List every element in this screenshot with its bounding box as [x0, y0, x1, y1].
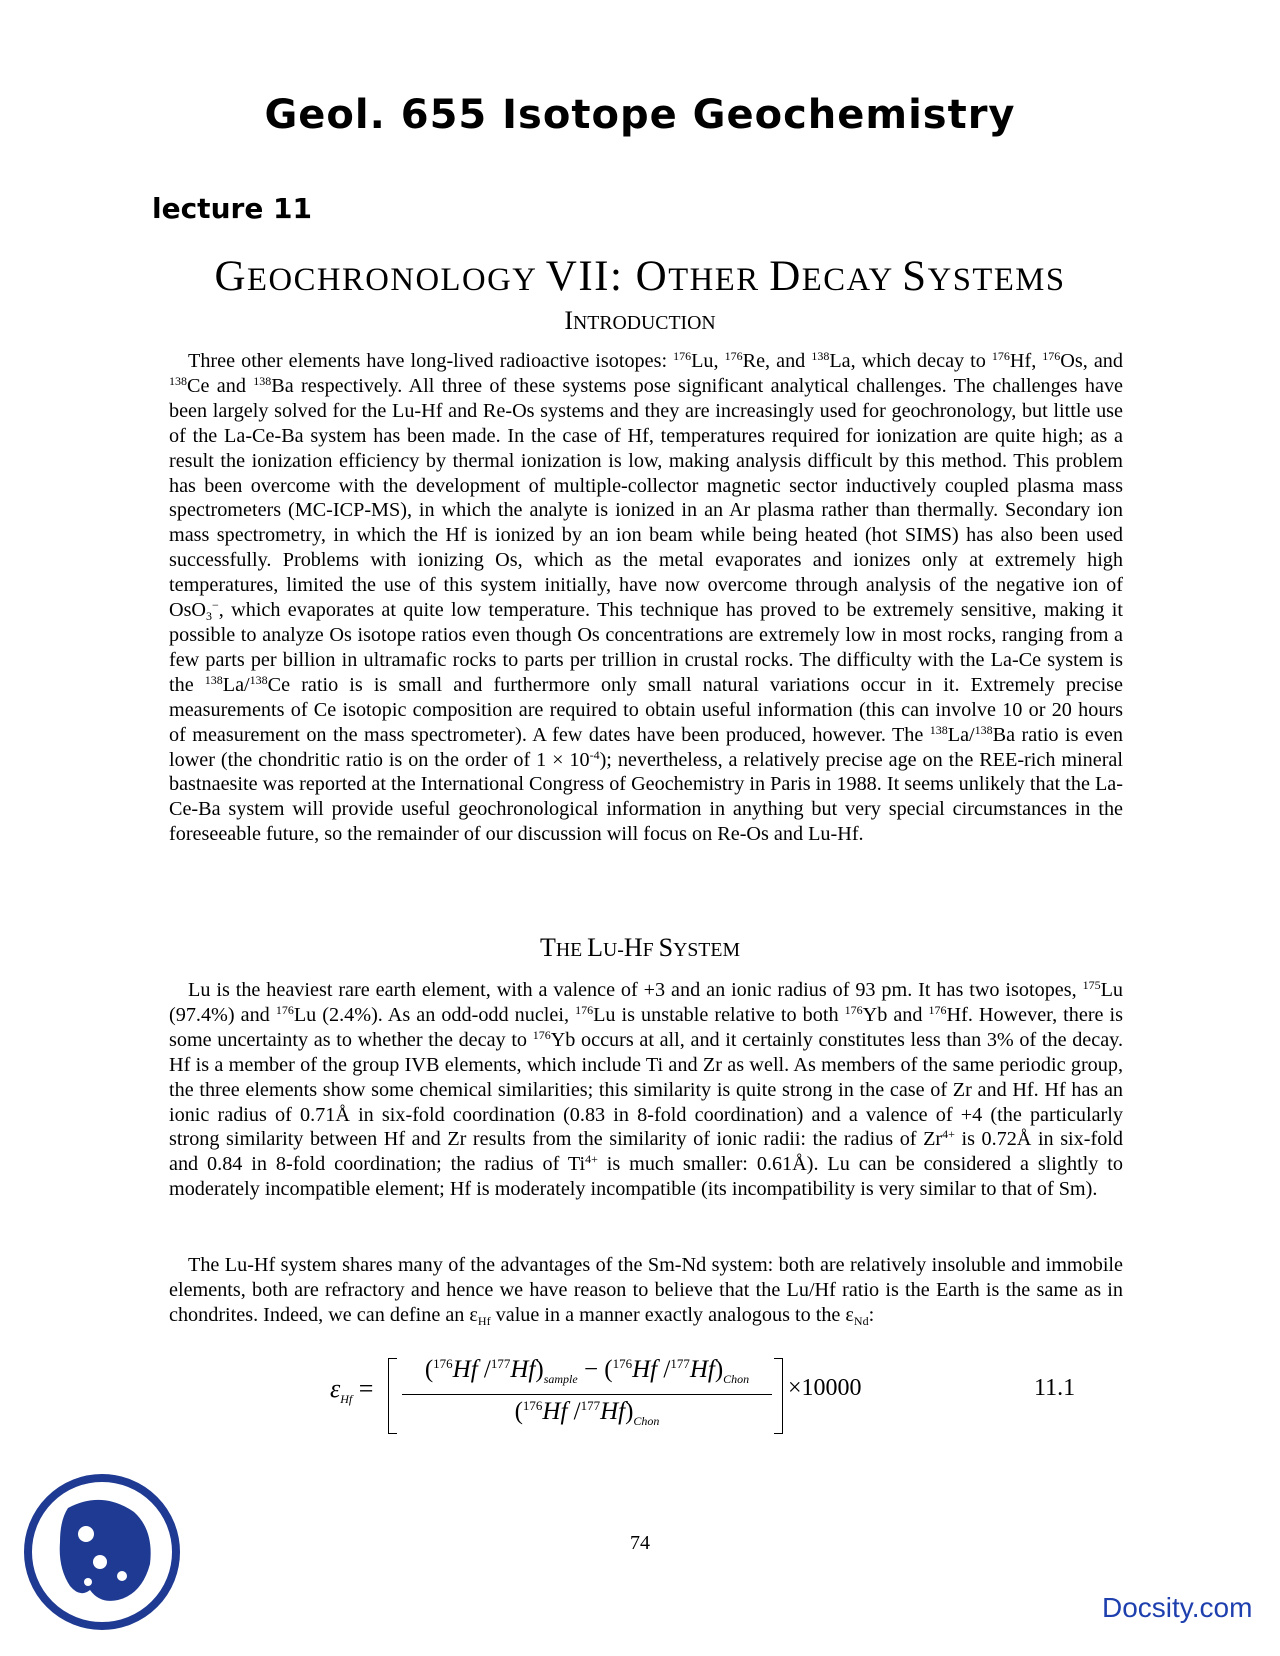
text-run: La/ — [947, 723, 975, 746]
equation-numerator: ($^{176}$Hf $/^{177}Hf)_{sample} - (^{176}Hf$ $/^{177}Hf)_{Chon}$ — [424, 1356, 750, 1386]
text-run: The Lu-Hf system shares many of the advantages of the Sm-Nd system: both are relatively insoluble and immobile elements, both are refractory and hence we have reason to believe that the Lu/Hf ratio is the Earth is the same as in chondrites. Indeed, we can define an ε — [169, 1254, 1123, 1326]
intro-paragraph — [169, 349, 1123, 847]
text-run: Lu is unstable relative to both — [593, 1003, 845, 1026]
text-run: 176 — [724, 349, 743, 363]
text-run: − — [212, 598, 219, 613]
text-run: Ce ratio is is small and furthermore only small natural variations occur in it. Extremely precise measurements of Ce isotopic composition are required to obtain useful information (this can involve 10 or 20 hours of measurement on the mass spectrometer). A few dates have been produced, however. The — [169, 673, 1123, 746]
text-run: 138 — [169, 373, 187, 388]
text-run: La/ — [222, 673, 250, 696]
fraction-bar — [402, 1394, 772, 1395]
course-title: Geol. 655 Isotope Geochemistry — [264, 92, 1016, 138]
section-heading-lu-hf: THE LU-HF SYSTEM — [540, 933, 740, 962]
text-run: Yb occurs at all, and it certainly constitutes less than 3% of the decay. Hf is a member of the group IVB elements, which include Ti and Zr as well. As members of the same periodic group, the three elements show some chemical similarities; this similarity is quite strong in the case of Zr and Hf. Hf has an ionic radius of 0.71Å in six-fold coordination (0.83 in 8-fold coordination) and a valence of +4 (the particularly strong similarity between Hf and Zr results from the similarity of ionic radii: the radius of Zr — [169, 1028, 1123, 1151]
lu-hf-advantages-paragraph — [169, 1253, 1123, 1328]
text-run: Hf. However, there is some uncertainty as to whether the decay to — [169, 1003, 1124, 1051]
text-run: , which evaporates at quite low temperature. This technique has proved to be extremely sensitive, making it possible to analyze Os isotope ratios even though Os concentrations are extremely low in most rocks, ranging from a few parts per billion in ultramafic rocks to parts per trillion in crustal rocks. The difficulty with the La-Ce system is the — [169, 599, 1123, 696]
text-run: 4+ — [942, 1127, 955, 1142]
text-run: 176 — [275, 1002, 294, 1017]
text-run: -4 — [589, 747, 600, 762]
lu-hf-paragraph — [169, 978, 1123, 1202]
text-run: 176 — [532, 1027, 551, 1042]
text-run: value in a manner exactly analogous to the ε — [490, 1303, 854, 1326]
text-run: : — [868, 1303, 875, 1326]
equation-denominator: ($^{176}$Hf $/^{177}Hf)_{Chon}$ — [514, 1398, 660, 1428]
text-run: 176 — [991, 349, 1010, 363]
text-run: 176 — [928, 1002, 947, 1017]
text-run: ); nevertheless, a relatively precise age on the REE-rich mineral bastnaesite was reported at the International Congress of Geochemistry in Paris in 1988. It seems unlikely that the La-Ce-Ba system will provide useful geochronological information in anything but very special circumstances in the foreseeable future, so the remainder of our discussion will focus on Re-Os and Lu-Hf. — [169, 748, 1124, 846]
equation-epsilon-hf — [330, 1352, 1100, 1438]
text-run: 175 — [1082, 978, 1101, 992]
text-run: 138 — [249, 672, 268, 687]
text-run: La, which decay to — [829, 350, 992, 372]
right-bracket — [774, 1358, 783, 1434]
text-run: 3 — [206, 609, 213, 624]
text-run: Yb and — [862, 1003, 929, 1026]
docsity-logo-icon[interactable] — [22, 1472, 182, 1632]
docsity-brand-link[interactable]: Docsity.com — [1102, 1592, 1253, 1623]
text-run: 176 — [673, 349, 692, 363]
text-run: Lu, — [691, 350, 725, 372]
text-run: 138 — [204, 672, 223, 687]
text-run: Re, and — [742, 350, 812, 372]
text-run: 4+ — [585, 1152, 598, 1167]
text-run: Three other elements have long-lived radioactive isotopes: — [188, 350, 674, 372]
text-run: Ba respectively. All three of these systems pose significant analytical challenges. The challenges have been largely solved for the Lu-Hf and Re-Os systems and they are increasingly used for geochronology, but little use of the La-Ce-Ba system has been made. In the case of Hf, temperatures required for ionization are quite high; as a result the ionization efficiency by thermal ionization is low, making analysis difficult by this method. This problem has been overcome with the development of multiple-collector magnetic sector inductively coupled plasma mass spectrometers (MC-ICP-MS), in which the analyte is ionized in an Ar plasma rather than thermally. Secondary ion mass spectrometry, in which the Hf is ionized by an ion beam while being heated (hot SIMS) has also been used successfully. Problems with ionizing Os, which as the metal evaporates and ionizes only at extremely high temperatures, limited the use of this system initially, have now overcome through analysis of the negative ion of OsO — [169, 374, 1123, 622]
text-run: Hf — [477, 1313, 491, 1328]
text-run: 176 — [1042, 349, 1061, 363]
lecture-label: lecture 11 — [152, 192, 313, 225]
equation-multiplier: ×10000 — [788, 1375, 862, 1401]
text-run: 138 — [974, 722, 993, 737]
text-run: Lu is the heaviest rare earth element, with a valence of +3 and an ionic radius of 93 pm. It has two isotopes, — [188, 979, 1083, 1001]
text-run: is 0.72Å in six-fold and 0.84 in 8-fold coordination; the radius of Ti — [169, 1128, 1123, 1176]
text-run: Ce and — [187, 374, 254, 397]
section-heading-introduction: INTRODUCTION — [564, 306, 716, 335]
text-run: Os, and — [1060, 350, 1123, 372]
text-run: 138 — [929, 722, 948, 737]
text-run: Lu (97.4%) and — [169, 979, 1123, 1026]
text-run: 176 — [575, 1002, 594, 1017]
text-run: 138 — [811, 349, 830, 363]
text-run: Hf, — [1009, 350, 1043, 372]
text-run: Ba ratio is even lower (the chondritic ratio is on the order of 1 × 10 — [169, 723, 1123, 771]
page-number: 74 — [630, 1532, 650, 1554]
text-run: 176 — [844, 1002, 863, 1017]
equation-lhs: $\varepsilon_{Hf}$ = — [330, 1374, 374, 1406]
lecture-title: GEOCHRONOLOGY VII: OTHER DECAY SYSTEMS — [214, 253, 1066, 300]
equation-number: 11.1 — [1034, 1375, 1076, 1401]
text-run: is much smaller: 0.61Å). Lu can be considered a slightly to moderately incompatible element; Hf is moderately incompatible (its incompatibility is very similar to that of Sm). — [169, 1153, 1123, 1201]
left-bracket — [388, 1358, 397, 1434]
text-run: 138 — [253, 373, 272, 388]
text-run: Lu (2.4%). As an odd-odd nuclei, — [293, 1003, 576, 1026]
text-run: Nd — [853, 1313, 869, 1328]
